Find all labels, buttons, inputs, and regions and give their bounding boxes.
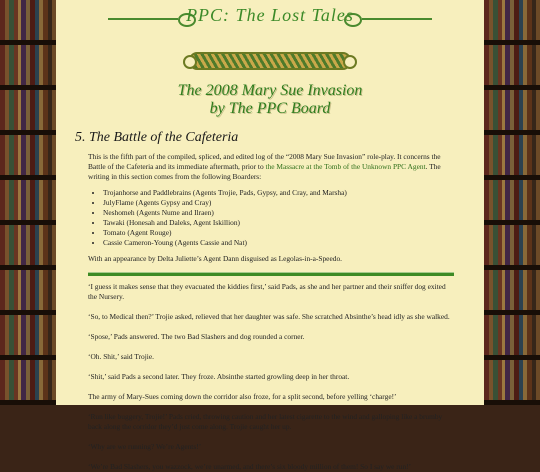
intro-text-tail: . The writing in this section comes from the following Boarders:	[88, 162, 441, 181]
section-title: 5. The Battle of the Cafeteria	[75, 130, 239, 145]
heading-byline: by The PPC Board	[209, 100, 331, 117]
knot-ornament-icon	[344, 13, 362, 27]
page-content	[56, 0, 484, 471]
banner-rule-right	[362, 18, 432, 20]
site-title: PPC: The Lost Tales	[186, 5, 354, 25]
bookshelf-right-decoration	[484, 0, 540, 405]
intro-text: This is the fifth part of the compiled, spliced, and edited log of the “2008 Mary Sue Invasion” role-play. It concerns the Battle of the Cafeteria and its immediate aftermath, prior to	[88, 152, 441, 171]
boarders-list	[88, 188, 454, 248]
celtic-knot-divider-icon	[189, 52, 351, 70]
appearance-note: With an appearance by Delta Juliette’s Agent Dann disguised as Legolas-in-a-Speedo.	[88, 254, 342, 263]
intro-paragraph	[88, 152, 454, 182]
story-paragraph: ‘Shit,’ said Pads a second later. They froze. Absinthe started growling deep in her throat.	[88, 372, 350, 381]
massacre-link[interactable]: the Massacre at the Tomb of the Unknown PPC Agent	[265, 162, 426, 171]
list-item: • Tawaki (Honesah and Daleks, Agent Iskillion)	[103, 218, 454, 228]
site-banner	[56, 6, 484, 44]
article-body	[88, 152, 454, 472]
list-item: • Trojanhorse and Paddlebrains (Agents Trojie, Pads, Gypsy, and Cray, and Marsha)	[103, 188, 454, 198]
bookshelf-left-decoration	[0, 0, 56, 405]
story-paragraph: ‘We’re Bad Slashers, you wazzock, we’re unarmed, and there’s six bloody million of them! So I say we run!’	[88, 462, 412, 471]
heading-title: The 2008 Mary Sue Invasion	[177, 82, 363, 99]
page-heading	[56, 82, 484, 118]
story-paragraph: ‘I guess it makes sense that they evacuated the kiddies first,’ said Pads, as she and her partner and their sniffer dog exited the Nursery.	[88, 282, 446, 301]
story-paragraph: ‘So, to Medical then?’ Trojie asked, relieved that her daughter was safe. She scratched Absinthe’s head idly as she walked.	[88, 312, 450, 321]
list-item: • Tomato (Agent Rouge)	[103, 228, 454, 238]
story-paragraph: ‘Oh. Shit,’ said Trojie.	[88, 352, 154, 361]
section-divider	[88, 272, 454, 276]
list-item: • Neshomeh (Agents Nume and Ilraen)	[103, 208, 454, 218]
list-item: • Cassie Cameron-Young (Agents Cassie and Nat)	[103, 238, 454, 248]
story-text	[88, 282, 454, 472]
story-paragraph: ‘Spose,’ Pads answered. The two Bad Slashers and dog rounded a corner.	[88, 332, 305, 341]
story-paragraph: The army of Mary-Sues coming down the corridor also froze, for a split second, before yelling ‘charge!’	[88, 392, 397, 401]
list-item: • JulyFlame (Agents Gypsy and Cray)	[103, 198, 454, 208]
story-paragraph: ‘Why are we running? We’re Agents!’	[88, 442, 202, 451]
story-paragraph: ‘Run like buggery, Trojie!’ Pads cried, throwing caution and her latest cigarette to the wind and galloping like a brumby back along the corridor they’d just come along. Trojie caught her up.	[88, 412, 443, 431]
